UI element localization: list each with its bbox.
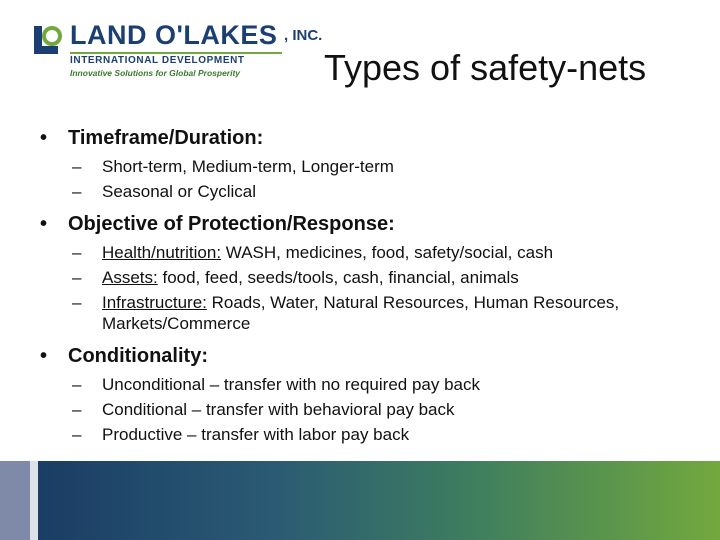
sub-item [40, 292, 700, 334]
slide-content [40, 126, 700, 455]
footer-divider-strip [30, 461, 38, 540]
dash-marker: – [72, 182, 82, 201]
logo-division: INTERNATIONAL DEVELOPMENT [70, 55, 245, 66]
sub-item [40, 156, 700, 177]
logo-company-name: LAND O'LAKES [70, 20, 278, 50]
sub-item [40, 181, 700, 202]
bullet-heading: Timeframe/Duration: [68, 127, 264, 149]
logo-company-suffix: , INC. [284, 27, 323, 44]
sub-item-text: WASH, medicines, food, safety/social, cash [221, 243, 554, 262]
sub-item-text: Productive – transfer with labor pay back [102, 425, 410, 444]
dash-marker: – [72, 400, 82, 419]
footer-banner [0, 461, 720, 540]
sub-item-label: Assets: [102, 268, 158, 287]
dash-marker: – [72, 268, 82, 287]
dash-marker: – [72, 375, 82, 394]
sub-item-text: Roads, Water, Natural Resources, Human Resources, Markets/Commerce [102, 293, 620, 333]
bullet-heading: Objective of Protection/Response: [68, 213, 395, 235]
bullet-dot: • [40, 213, 48, 235]
dash-marker: – [72, 243, 82, 262]
sub-list-timeframe [40, 156, 700, 202]
bullet-timeframe-duration [40, 126, 700, 150]
sub-item [40, 267, 700, 288]
bullet-heading: Conditionality: [68, 345, 208, 367]
sub-item-text: Conditional – transfer with behavioral pay back [102, 400, 455, 419]
sub-item [40, 399, 700, 420]
sub-list-conditionality [40, 374, 700, 445]
bullet-conditionality [40, 344, 700, 368]
sub-list-objective [40, 242, 700, 334]
dash-marker: – [72, 157, 82, 176]
sub-item-label: Infrastructure: [102, 293, 207, 312]
sub-item-text: Unconditional – transfer with no required pay back [102, 375, 480, 394]
land-olakes-logo-mark-icon [28, 22, 64, 58]
bullet-objective-of-protection [40, 212, 700, 236]
footer-gradient [30, 461, 720, 540]
dash-marker: – [72, 293, 82, 312]
sub-item [40, 424, 700, 445]
slide-title: Types of safety-nets [324, 47, 647, 88]
footer-left-panel [0, 461, 30, 540]
sub-item [40, 242, 700, 263]
logo-tagline: Innovative Solutions for Global Prosperity [70, 68, 241, 78]
dash-marker: – [72, 425, 82, 444]
sub-item-text: food, feed, seeds/tools, cash, financial, animals [157, 268, 519, 287]
sub-item [40, 374, 700, 395]
bullet-dot: • [40, 127, 48, 149]
bullet-dot: • [40, 345, 48, 367]
sub-item-text: Short-term, Medium-term, Longer-term [102, 157, 394, 176]
logo-divider [70, 52, 282, 54]
land-olakes-logo [28, 18, 323, 82]
sub-item-label: Health/nutrition: [102, 243, 222, 262]
sub-item-text: Seasonal or Cyclical [102, 182, 257, 201]
